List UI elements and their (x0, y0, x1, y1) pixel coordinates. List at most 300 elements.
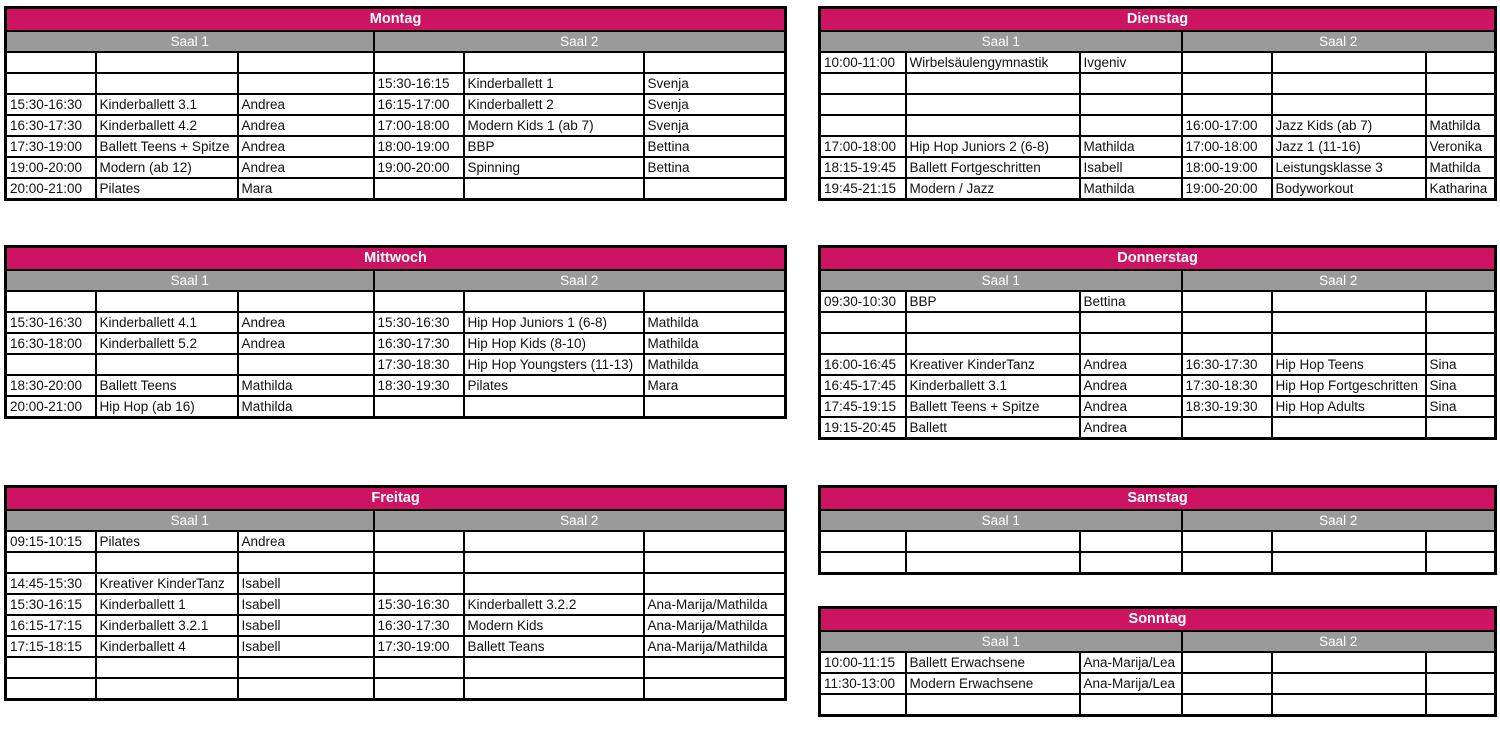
time-cell: 15:30-16:30 (374, 594, 464, 615)
time-cell: 19:00-20:00 (1182, 178, 1272, 200)
schedule-table-samstag (818, 485, 1497, 575)
time-cell: 17:45-19:15 (820, 396, 906, 417)
time-cell (1182, 291, 1272, 312)
table-row (6, 375, 786, 396)
teacher-cell (644, 178, 786, 200)
teacher-cell: Sina (1426, 396, 1496, 417)
course-cell: Jazz Kids (ab 7) (1272, 115, 1426, 136)
teacher-cell: Svenja (644, 94, 786, 115)
course-cell (96, 52, 238, 73)
time-cell: 17:30-19:00 (374, 636, 464, 657)
course-cell (1272, 673, 1426, 694)
table-row (6, 615, 786, 636)
teacher-cell (1080, 531, 1182, 552)
time-cell: 18:30-19:30 (374, 375, 464, 396)
teacher-cell: Mara (238, 178, 374, 200)
table-row (820, 291, 1496, 312)
teacher-cell: Svenja (644, 115, 786, 136)
time-cell: 14:45-15:30 (6, 573, 96, 594)
table-row (6, 115, 786, 136)
time-cell (820, 73, 906, 94)
course-cell: Ballett Teens + Spitze (906, 396, 1080, 417)
teacher-cell (644, 396, 786, 418)
course-cell (906, 115, 1080, 136)
time-cell: 15:30-16:15 (6, 594, 96, 615)
table-row (820, 673, 1496, 694)
time-cell: 18:00-19:00 (1182, 157, 1272, 178)
course-cell (1272, 694, 1426, 716)
room-header-1: Saal 1 (6, 270, 374, 291)
teacher-cell: Andrea (1080, 375, 1182, 396)
time-cell (1182, 52, 1272, 73)
teacher-cell (1426, 333, 1496, 354)
teacher-cell: Isabell (238, 636, 374, 657)
table-row (6, 157, 786, 178)
teacher-cell (644, 552, 786, 573)
teacher-cell (238, 52, 374, 73)
course-cell (1272, 333, 1426, 354)
time-cell: 16:15-17:15 (6, 615, 96, 636)
table-row (6, 312, 786, 333)
course-cell: Hip Hop Juniors 2 (6-8) (906, 136, 1080, 157)
time-cell: 19:00-20:00 (374, 157, 464, 178)
time-cell (1182, 673, 1272, 694)
teacher-cell: Andrea (238, 94, 374, 115)
teacher-cell: Andrea (238, 136, 374, 157)
schedule-table-freitag (4, 485, 787, 701)
course-cell: Kinderballett 3.1 (96, 94, 238, 115)
course-cell: Kinderballett 4.2 (96, 115, 238, 136)
room-header-2: Saal 2 (374, 510, 786, 531)
teacher-cell (644, 291, 786, 312)
teacher-cell (1426, 694, 1496, 716)
time-cell (1182, 531, 1272, 552)
time-cell: 17:30-18:30 (374, 354, 464, 375)
table-row (6, 94, 786, 115)
teacher-cell (644, 531, 786, 552)
teacher-cell: Mathilda (238, 396, 374, 418)
course-cell (906, 94, 1080, 115)
course-cell (464, 657, 644, 678)
time-cell: 17:30-18:30 (1182, 375, 1272, 396)
table-row (820, 73, 1496, 94)
table-row (820, 157, 1496, 178)
teacher-cell (238, 354, 374, 375)
course-cell: Hip Hop Kids (8-10) (464, 333, 644, 354)
course-cell: Kreativer KinderTanz (906, 354, 1080, 375)
course-cell: Kinderballett 1 (96, 594, 238, 615)
course-cell: Hip Hop (ab 16) (96, 396, 238, 418)
teacher-cell: Andrea (238, 157, 374, 178)
teacher-cell (1080, 333, 1182, 354)
teacher-cell: Andrea (238, 333, 374, 354)
table-row (820, 375, 1496, 396)
day-header: Samstag (820, 487, 1496, 511)
time-cell (1182, 333, 1272, 354)
time-cell (374, 657, 464, 678)
course-cell (906, 312, 1080, 333)
teacher-cell: Mathilda (644, 312, 786, 333)
teacher-cell: Isabell (1080, 157, 1182, 178)
teacher-cell: Svenja (644, 73, 786, 94)
time-cell (6, 73, 96, 94)
time-cell: 16:30-18:00 (6, 333, 96, 354)
time-cell (374, 178, 464, 200)
teacher-cell: Ivgeniv (1080, 52, 1182, 73)
time-cell: 09:30-10:30 (820, 291, 906, 312)
course-cell: Kinderballett 2 (464, 94, 644, 115)
time-cell (374, 531, 464, 552)
time-cell: 16:00-16:45 (820, 354, 906, 375)
room-header-1: Saal 1 (820, 270, 1182, 291)
day-header: Freitag (6, 487, 786, 511)
day-header: Dienstag (820, 8, 1496, 32)
time-cell: 16:45-17:45 (820, 375, 906, 396)
table-row (820, 552, 1496, 574)
table-row (6, 573, 786, 594)
room-header-1: Saal 1 (6, 510, 374, 531)
course-cell (96, 657, 238, 678)
room-header-2: Saal 2 (1182, 31, 1496, 52)
course-cell: Modern Erwachsene (906, 673, 1080, 694)
time-cell: 15:30-16:30 (374, 312, 464, 333)
course-cell (96, 678, 238, 700)
schedule-table-mittwoch (4, 245, 787, 419)
teacher-cell (1080, 73, 1182, 94)
time-cell: 15:30-16:30 (6, 94, 96, 115)
table-row (820, 136, 1496, 157)
time-cell: 20:00-21:00 (6, 396, 96, 418)
teacher-cell: Ana-Marija/Lea (1080, 673, 1182, 694)
time-cell: 11:30-13:00 (820, 673, 906, 694)
schedule-donnerstag (818, 245, 1494, 440)
table-row (820, 694, 1496, 716)
schedule-dienstag (818, 6, 1494, 201)
teacher-cell (644, 573, 786, 594)
time-cell (6, 657, 96, 678)
table-row (820, 396, 1496, 417)
course-cell (906, 73, 1080, 94)
table-row (820, 652, 1496, 673)
schedule-samstag (818, 485, 1494, 575)
time-cell (820, 552, 906, 574)
table-row (6, 136, 786, 157)
table-row (6, 531, 786, 552)
table-row (6, 636, 786, 657)
time-cell: 18:30-20:00 (6, 375, 96, 396)
course-cell: Ballett (906, 417, 1080, 439)
course-cell: Pilates (96, 178, 238, 200)
teacher-cell (644, 657, 786, 678)
time-cell (374, 573, 464, 594)
course-cell (96, 291, 238, 312)
room-header-2: Saal 2 (1182, 510, 1496, 531)
time-cell: 16:30-17:30 (374, 333, 464, 354)
teacher-cell (1080, 552, 1182, 574)
teacher-cell: Sina (1426, 354, 1496, 375)
course-cell (1272, 52, 1426, 73)
teacher-cell (238, 552, 374, 573)
teacher-cell (238, 73, 374, 94)
course-cell (464, 291, 644, 312)
time-cell: 20:00-21:00 (6, 178, 96, 200)
schedule-table-donnerstag (818, 245, 1497, 440)
teacher-cell: Bettina (644, 136, 786, 157)
time-cell (820, 694, 906, 716)
time-cell (6, 291, 96, 312)
table-row (820, 333, 1496, 354)
teacher-cell: Isabell (238, 594, 374, 615)
time-cell: 15:30-16:15 (374, 73, 464, 94)
room-header-2: Saal 2 (1182, 270, 1496, 291)
teacher-cell (1426, 94, 1496, 115)
course-cell (906, 531, 1080, 552)
teacher-cell (1426, 417, 1496, 439)
course-cell: Ballett Erwachsene (906, 652, 1080, 673)
teacher-cell: Mathilda (1426, 157, 1496, 178)
course-cell: Spinning (464, 157, 644, 178)
table-row (820, 178, 1496, 200)
table-row (6, 73, 786, 94)
table-row (6, 396, 786, 418)
time-cell: 18:15-19:45 (820, 157, 906, 178)
teacher-cell: Andrea (238, 312, 374, 333)
table-row (820, 115, 1496, 136)
time-cell: 19:15-20:45 (820, 417, 906, 439)
teacher-cell: Ana-Marija/Mathilda (644, 636, 786, 657)
time-cell: 17:00-18:00 (374, 115, 464, 136)
time-cell: 17:00-18:00 (820, 136, 906, 157)
course-cell: Kreativer KinderTanz (96, 573, 238, 594)
table-row (6, 552, 786, 573)
course-cell (464, 52, 644, 73)
time-cell: 18:30-19:30 (1182, 396, 1272, 417)
course-cell (1272, 73, 1426, 94)
time-cell (6, 552, 96, 573)
teacher-cell: Andrea (1080, 417, 1182, 439)
time-cell (374, 52, 464, 73)
course-cell (906, 552, 1080, 574)
time-cell: 17:00-18:00 (1182, 136, 1272, 157)
course-cell: Modern Kids 1 (ab 7) (464, 115, 644, 136)
course-cell (1272, 531, 1426, 552)
table-row (6, 178, 786, 200)
table-row (6, 52, 786, 73)
room-header-1: Saal 1 (820, 510, 1182, 531)
time-cell: 16:30-17:30 (374, 615, 464, 636)
teacher-cell: Mathilda (1426, 115, 1496, 136)
teacher-cell (1426, 291, 1496, 312)
table-row (820, 417, 1496, 439)
schedule-table-montag (4, 6, 787, 201)
time-cell (1182, 94, 1272, 115)
time-cell (374, 678, 464, 700)
time-cell: 16:15-17:00 (374, 94, 464, 115)
time-cell: 09:15-10:15 (6, 531, 96, 552)
course-cell (1272, 312, 1426, 333)
room-header-2: Saal 2 (374, 31, 786, 52)
teacher-cell: Ana-Marija/Mathilda (644, 594, 786, 615)
teacher-cell (1426, 531, 1496, 552)
teacher-cell: Mara (644, 375, 786, 396)
time-cell (820, 333, 906, 354)
teacher-cell (1426, 552, 1496, 574)
time-cell: 19:45-21:15 (820, 178, 906, 200)
course-cell (464, 396, 644, 418)
time-cell (820, 115, 906, 136)
course-cell (906, 694, 1080, 716)
course-cell: Kinderballett 1 (464, 73, 644, 94)
teacher-cell (1426, 312, 1496, 333)
table-row (6, 291, 786, 312)
time-cell (820, 312, 906, 333)
table-row (6, 678, 786, 700)
time-cell: 10:00-11:00 (820, 52, 906, 73)
course-cell: Jazz 1 (11-16) (1272, 136, 1426, 157)
teacher-cell: Veronika (1426, 136, 1496, 157)
teacher-cell: Mathilda (644, 354, 786, 375)
course-cell (906, 333, 1080, 354)
teacher-cell: Bettina (644, 157, 786, 178)
teacher-cell (238, 291, 374, 312)
time-cell: 18:00-19:00 (374, 136, 464, 157)
course-cell: Kinderballett 4.1 (96, 312, 238, 333)
teacher-cell (1080, 115, 1182, 136)
course-cell (1272, 652, 1426, 673)
teacher-cell: Isabell (238, 615, 374, 636)
time-cell: 16:00-17:00 (1182, 115, 1272, 136)
course-cell: Modern (ab 12) (96, 157, 238, 178)
teacher-cell: Andrea (1080, 396, 1182, 417)
time-cell (6, 678, 96, 700)
course-cell: Ballett Teens + Spitze (96, 136, 238, 157)
course-cell: Pilates (464, 375, 644, 396)
course-cell: Kinderballett 3.2.1 (96, 615, 238, 636)
course-cell: Ballett Teens (96, 375, 238, 396)
teacher-cell: Bettina (1080, 291, 1182, 312)
schedule-mittwoch (4, 245, 784, 419)
time-cell: 17:15-18:15 (6, 636, 96, 657)
course-cell: Kinderballett 3.1 (906, 375, 1080, 396)
teacher-cell: Mathilda (1080, 178, 1182, 200)
course-cell: Hip Hop Juniors 1 (6-8) (464, 312, 644, 333)
day-header: Mittwoch (6, 247, 786, 271)
teacher-cell: Mathilda (1080, 136, 1182, 157)
time-cell (1182, 552, 1272, 574)
day-header: Donnerstag (820, 247, 1496, 271)
time-cell (374, 396, 464, 418)
time-cell (1182, 417, 1272, 439)
teacher-cell (1426, 652, 1496, 673)
course-cell (96, 354, 238, 375)
schedule-freitag (4, 485, 784, 701)
table-row (820, 531, 1496, 552)
teacher-cell (1080, 312, 1182, 333)
teacher-cell: Ana-Marija/Mathilda (644, 615, 786, 636)
course-cell (1272, 94, 1426, 115)
course-cell: Wirbelsäulengymnastik (906, 52, 1080, 73)
teacher-cell (644, 678, 786, 700)
teacher-cell: Sina (1426, 375, 1496, 396)
course-cell: Kinderballett 5.2 (96, 333, 238, 354)
room-header-1: Saal 1 (6, 31, 374, 52)
schedule-table-sonntag (818, 606, 1497, 717)
teacher-cell (1426, 73, 1496, 94)
course-cell: Kinderballett 4 (96, 636, 238, 657)
teacher-cell: Mathilda (238, 375, 374, 396)
schedule-table-dienstag (818, 6, 1497, 201)
course-cell: BBP (906, 291, 1080, 312)
teacher-cell: Katharina (1426, 178, 1496, 200)
room-header-1: Saal 1 (820, 631, 1182, 652)
schedule-sonntag (818, 606, 1494, 717)
time-cell (820, 531, 906, 552)
course-cell: Hip Hop Youngsters (11-13) (464, 354, 644, 375)
teacher-cell: Isabell (238, 573, 374, 594)
course-cell (464, 678, 644, 700)
course-cell: Kinderballett 3.2.2 (464, 594, 644, 615)
room-header-2: Saal 2 (1182, 631, 1496, 652)
table-row (820, 354, 1496, 375)
time-cell: 19:00-20:00 (6, 157, 96, 178)
time-cell (6, 52, 96, 73)
time-cell: 15:30-16:30 (6, 312, 96, 333)
course-cell (464, 552, 644, 573)
teacher-cell: Andrea (238, 531, 374, 552)
course-cell: Ballett Teans (464, 636, 644, 657)
teacher-cell (1080, 694, 1182, 716)
course-cell (464, 178, 644, 200)
table-row (820, 312, 1496, 333)
teacher-cell (238, 657, 374, 678)
teacher-cell: Ana-Marija/Lea (1080, 652, 1182, 673)
teacher-cell (1426, 52, 1496, 73)
course-cell: Modern Kids (464, 615, 644, 636)
course-cell (96, 73, 238, 94)
table-row (820, 94, 1496, 115)
course-cell: Leistungsklasse 3 (1272, 157, 1426, 178)
time-cell (6, 354, 96, 375)
table-row (6, 657, 786, 678)
time-cell (374, 291, 464, 312)
time-cell: 16:30-17:30 (1182, 354, 1272, 375)
teacher-cell: Andrea (238, 115, 374, 136)
course-cell (464, 573, 644, 594)
schedule-montag (4, 6, 784, 201)
teacher-cell (1080, 94, 1182, 115)
table-row (6, 354, 786, 375)
course-cell: Pilates (96, 531, 238, 552)
course-cell: Hip Hop Adults (1272, 396, 1426, 417)
time-cell (1182, 652, 1272, 673)
time-cell (374, 552, 464, 573)
teacher-cell: Mathilda (644, 333, 786, 354)
course-cell: Ballett Fortgeschritten (906, 157, 1080, 178)
course-cell: BBP (464, 136, 644, 157)
time-cell: 16:30-17:30 (6, 115, 96, 136)
teacher-cell (1426, 673, 1496, 694)
table-row (6, 594, 786, 615)
course-cell (1272, 552, 1426, 574)
course-cell (1272, 417, 1426, 439)
table-row (6, 333, 786, 354)
course-cell (96, 552, 238, 573)
time-cell (1182, 73, 1272, 94)
day-header: Montag (6, 8, 786, 32)
time-cell (1182, 312, 1272, 333)
time-cell: 10:00-11:15 (820, 652, 906, 673)
course-cell: Hip Hop Fortgeschritten (1272, 375, 1426, 396)
